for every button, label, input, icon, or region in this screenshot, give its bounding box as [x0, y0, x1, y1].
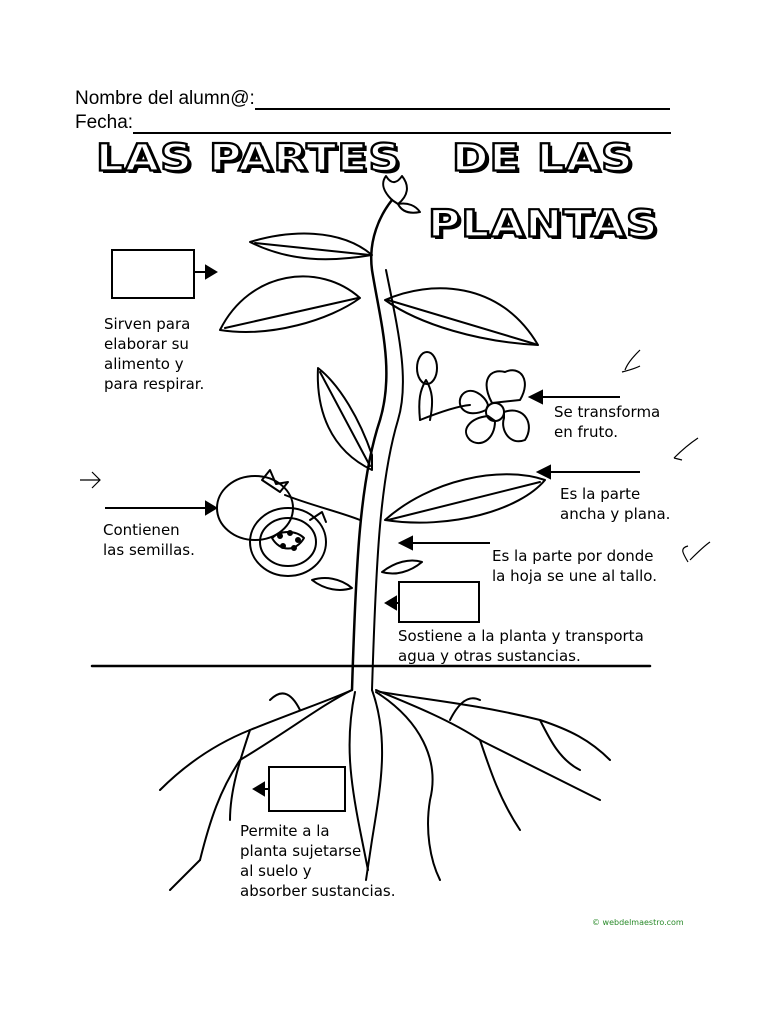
label-raiz: Permite a la planta sujetarse al suelo y absorber sustancias.	[240, 822, 396, 900]
answer-box-hojas[interactable]	[111, 249, 195, 299]
label-peciolo: Es la parte por donde la hoja se une al tallo.	[492, 547, 657, 585]
answer-box-tallo[interactable]	[398, 581, 480, 623]
leaf-right-top	[385, 288, 538, 345]
label-hojas: Sirven para elaborar su alimento y para respirar.	[104, 315, 205, 393]
leaf-upper-left	[250, 234, 372, 260]
label-tallo: Sostiene a la planta y transporta agua y otras sustancias.	[398, 627, 644, 665]
credit-text: © webdelmaestro.com	[592, 918, 684, 927]
top-bud	[383, 176, 407, 204]
answer-box-raiz[interactable]	[268, 766, 346, 812]
student-name-label: Nombre del alumn@:	[75, 88, 255, 109]
flower	[460, 370, 529, 443]
label-limbo: Es la parte ancha y plana.	[560, 485, 671, 523]
title-part-1: LAS PARTES	[96, 136, 402, 180]
flower-bud	[417, 352, 437, 384]
leaf-petiole	[382, 560, 422, 573]
title-part-2: DE LAS	[452, 136, 634, 180]
label-flor: Se transforma en fruto.	[554, 403, 661, 441]
title-part-3: PLANTAS	[428, 202, 659, 246]
label-fruto: Contienen las semillas.	[103, 521, 195, 559]
date-label: Fecha:	[75, 112, 134, 133]
